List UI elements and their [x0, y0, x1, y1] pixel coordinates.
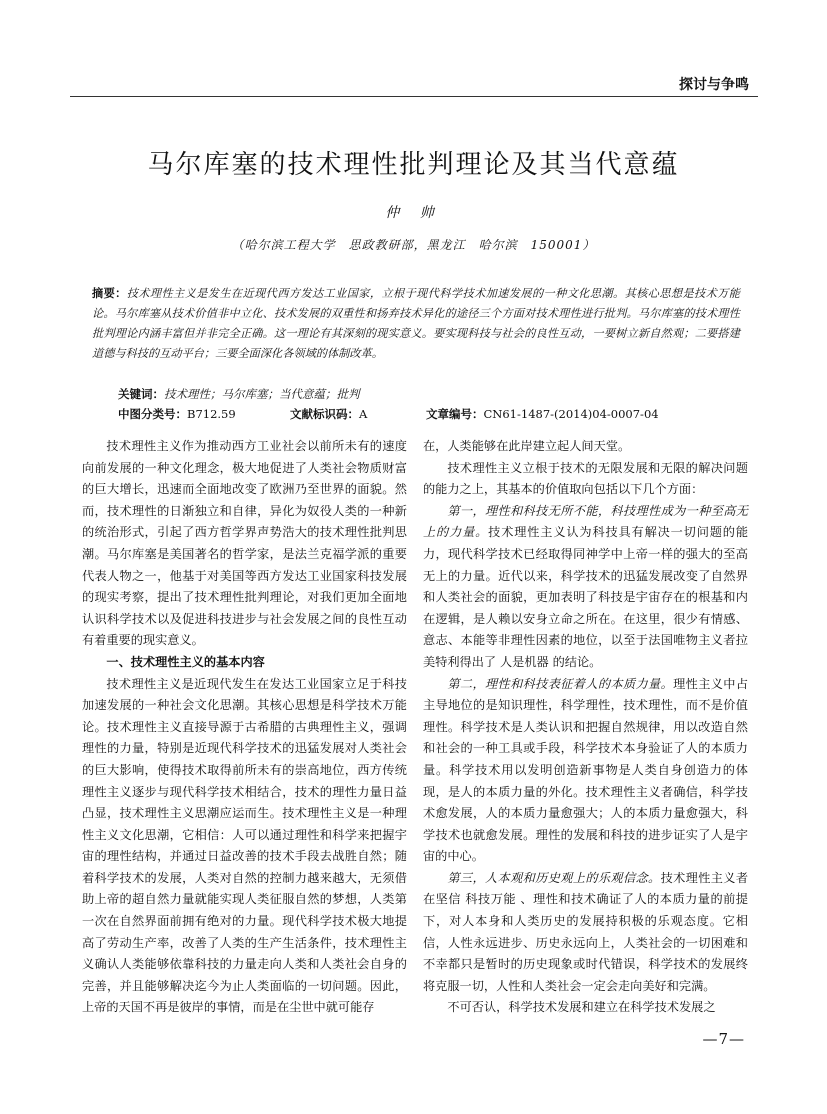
keywords-text: 技术理性；马尔库塞；当代意蕴；批判 — [164, 387, 360, 401]
abstract-label: 摘要： — [92, 287, 127, 300]
point-lead: 第二，理性和科技表征着人的本质力量。 — [447, 676, 674, 691]
paragraph-continued: 在，人类能够在此岸建立起人间天堂。 — [423, 439, 631, 453]
point-lead: 第一，理性和科技无所不能，科技理性成为一种至高无上的力量。 — [423, 503, 748, 540]
left-column — [82, 436, 407, 1019]
header-rule — [70, 96, 758, 97]
paragraph: 技术理性主义立根于技术的无限发展和无限的解决问题的能力之上，其基本的价值取向包括以下几个方面： — [423, 460, 748, 497]
clc-number — [118, 404, 236, 424]
doc-code-value: A — [359, 407, 368, 421]
clc-value: B712.59 — [187, 407, 236, 421]
article-number-label: 文章编号： — [426, 407, 484, 421]
point-text: 理性主义中占主导地位的是知识理性，科学理性，技术理性，而不是价值理性。科学技术是人类认识和把握自然规律，用以改造自然和社会的一种工具或手段，科学技术本身验证了人的本质力量。科学技术用以发明创造新事物是人类自身创造力的体现，是人的本质力量的外化。技术理性主义者确信，科学技术愈发展，人的本质力量愈强大；人的本质力量愈强大，科学技术也就愈发展。理性的发展和科技的进步证实了人是宇宙的中心。 — [423, 676, 749, 864]
point-lead: 第三，人本观和历史观上的乐观信念。 — [447, 870, 661, 885]
doc-code — [290, 404, 367, 424]
clc-label: 中图分类号： — [118, 407, 187, 421]
abstract-text: 技术理性主义是发生在近现代西方发达工业国家，立根于现代科学技术加速发展的一种文化思潮。其核心思想是技术万能论。马尔库塞从技术价值非中立化、技术发展的双重性和扬弃技术异化的途径三个方面对技术理性进行批判。马尔库塞的技术理性批判理论内涵丰富但并非完全正确。这一理论有其深刻的现实意义。要实现科技与社会的良性互动，一要树立新自然观；二要搭建道德与科技的互动平台；三要全面深化各领域的体制改革。 — [92, 287, 740, 360]
paragraph — [423, 501, 748, 674]
article-title: 马尔库塞的技术理性批判理论及其当代意蕴 — [147, 150, 680, 180]
point-text: 技术理性主义者在坚信 科技万能 、理性和技术确证了人的本质力量的前提下，对人本身和人类历史的发展持积极的乐观态度。它相信，人性永远进步、历史永远向上，人类社会的一切困难和不幸都只是暂时的历史现象或时代错误，科学技术的发展终将克服一切，人性和人类社会一定会走向美好和完满。 — [423, 870, 749, 993]
right-column — [423, 436, 748, 1019]
section-tag: 探讨与争鸣 — [679, 77, 749, 93]
keywords — [118, 384, 738, 404]
abstract — [92, 284, 740, 364]
affiliation: （哈尔滨工程大学 思政教研部，黑龙江 哈尔滨 150001） — [231, 238, 596, 252]
paragraph: 不可否认，科学技术发展和建立在科学技术发展之 — [447, 1000, 716, 1015]
author: 仲 帅 — [385, 205, 442, 221]
paragraph: 技术理性主义是近现代发生在发达工业国家立足于科技加速发展的一种社会文化思潮。其核心思想是科学技术万能论。技术理性主义直接导源于古希腊的古典理性主义，强调理性的力量，特别是近现代科学技术的迅猛发展对人类社会的巨大影响，使得技术取得前所未有的崇高地位，西方传统理性主义逐步与现代科学技术相结合，技术的理性力量日益凸显，技术理性主义思潮应运而生。技术理性主义是一种理性主义文化思潮，它相信：人可以通过理性和科学来把握宇宙的理性结构，并通过日益改善的技术手段去战胜自然；随着科学技术的发展，人类对自然的控制力越来越大，无须借助上帝的超自然力量就能实现人类征服自然的梦想，人类第一次在自然界面前拥有绝对的力量。现代科学技术极大地提高了劳动生产率，改善了人类的生产生活条件，技术理性主义确认人类能够依靠科技的力量走向人类和人类社会自身的完善，并且能够解决迄今为止人类面临的一切问题。因此，上帝的天国不再是彼岸的事情，而是在尘世中就可能存 — [82, 676, 407, 1015]
point-text: 技术理性主义认为科技具有解决一切问题的能力，现代科学技术已经取得同神学中上帝一样的强大的至高无上的力量。近代以来，科学技术的迅猛发展改变了自然界和人类社会的面貌，更加表明了科技是宇宙存在的根基和内在逻辑，是人赖以安身立命之所在。在这里，很少有情感、意志、本能等非理性因素的地位，以至于法国唯物主义者拉美特利得出了 人是机器 的结论。 — [423, 525, 749, 669]
doc-code-label: 文献标识码： — [290, 407, 359, 421]
section-heading: 一、技术理性主义的基本内容 — [106, 654, 265, 669]
paragraph — [423, 868, 748, 998]
article-number-value: CN61-1487-(2014)04-0007-04 — [483, 407, 659, 421]
paragraph: 技术理性主义作为推动西方工业社会以前所未有的速度向前发展的一种文化理念，极大地促进了人类社会物质财富的巨大增长，迅速而全面地改变了欧洲乃至世界的面貌。然而，技术理性的日渐独立和自律，异化为奴役人类的一种新的统治形式，引起了西方哲学界声势浩大的技术理性批判思潮。马尔库塞是美国著名的哲学家，是法兰克福学派的重要代表人物之一，他基于对美国等西方发达工业国家科技发展的现实考察，提出了技术理性批判理论，对我们更加全面地认识科学技术以及促进科技进步与社会发展之间的良性互动有着重要的现实意义。 — [82, 439, 407, 648]
paragraph — [423, 674, 748, 868]
article-number — [426, 404, 659, 424]
classification-row — [118, 404, 738, 424]
page-number: —7— — [702, 1030, 745, 1048]
keywords-label: 关键词： — [118, 387, 164, 401]
